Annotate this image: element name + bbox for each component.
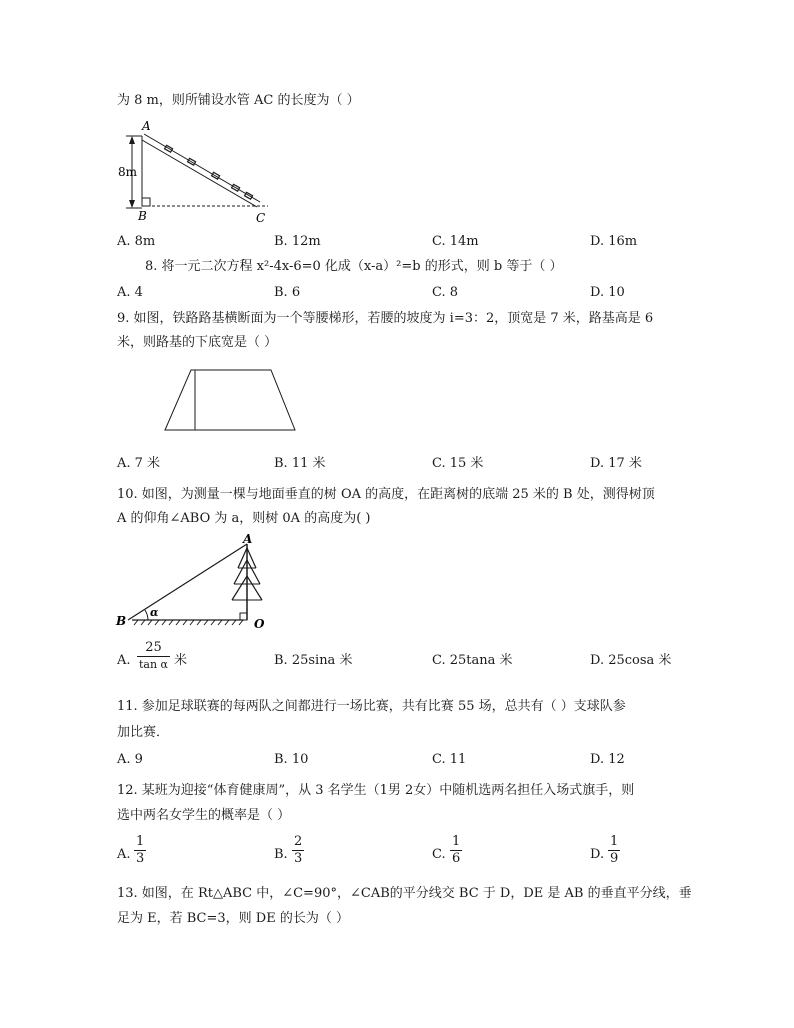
q8-option-d: D. 10 xyxy=(590,285,625,300)
q13-stem-line2: 足为 E，若 BC=3，则 DE 的长为（ ） xyxy=(117,911,349,926)
q12-option-b-denominator: 3 xyxy=(294,851,303,866)
q7-option-b: B. 12m xyxy=(274,234,321,249)
q9-trapezoid-figure xyxy=(163,368,303,434)
q10-option-d: D. 25cosa 米 xyxy=(590,653,672,668)
q7-label-b: B xyxy=(138,209,147,223)
q8-option-b: B. 6 xyxy=(274,285,301,300)
q11-stem-line1: 11. 参加足球联赛的每两队之间都进行一场比赛，共有比赛 55 场，总共有（ ）支球队参 xyxy=(117,699,626,714)
q8-stem: 8. 将一元二次方程 x²-4x-6=0 化成（x-a）²=b 的形式，则 b 等于（ ） xyxy=(145,259,563,274)
q11-option-a: A. 9 xyxy=(117,752,143,767)
q11-stem-line2: 加比赛． xyxy=(117,725,170,740)
q10-label-angle: α xyxy=(150,606,159,619)
q9-option-c: C. 15 米 xyxy=(432,456,484,471)
q12-option-b-fraction xyxy=(292,834,304,867)
q9-stem-line2: 米，则路基的下底宽是（ ） xyxy=(117,335,278,350)
q10-tree-figure xyxy=(112,534,272,630)
q12-option-c-denominator: 6 xyxy=(452,851,461,866)
q7-label-height: 8m xyxy=(118,165,138,179)
q12-option-d-numerator: 1 xyxy=(610,834,619,849)
q7-stem-tail: 为 8 m，则所铺设水管 AC 的长度为（ ） xyxy=(117,93,360,108)
q7-label-a: A xyxy=(142,119,151,133)
q12-option-d-label: D. xyxy=(590,847,605,862)
q10-label-a: A xyxy=(243,534,253,546)
q12-option-c-fraction xyxy=(450,834,462,867)
q12-stem-line2: 选中两名女学生的概率是（ ） xyxy=(117,808,291,823)
q12-option-d-fraction xyxy=(608,834,620,867)
q12-option-a-label: A. xyxy=(117,847,131,862)
q8-option-a: A. 4 xyxy=(117,285,143,300)
q7-pipe-figure xyxy=(112,116,272,226)
q9-stem-line1: 9. 如图，铁路路基横断面为一个等腰梯形，若腰的坡度为 i=3：2，顶宽是 7 米，路基高是 6 xyxy=(117,311,654,326)
q12-option-c-numerator: 1 xyxy=(452,834,461,849)
q10-option-b: B. 25sina 米 xyxy=(274,653,353,668)
q9-option-a: A. 7 米 xyxy=(117,456,161,471)
q13-stem-line1: 13. 如图，在 Rt△ABC 中，∠C=90°，∠CAB的平分线交 BC 于 D，DE 是 AB 的垂直平分线，垂 xyxy=(117,886,692,901)
q7-label-c: C xyxy=(256,211,266,225)
q8-option-c: C. 8 xyxy=(432,285,459,300)
q12-option-a-numerator: 1 xyxy=(136,834,145,849)
q7-option-a: A. 8m xyxy=(117,234,156,249)
q7-option-c: C. 14m xyxy=(432,234,479,249)
q11-option-d: D. 12 xyxy=(590,752,625,767)
q10-option-c: C. 25tana 米 xyxy=(432,653,513,668)
q12-option-d-denominator: 9 xyxy=(610,851,619,866)
q10-stem-line1: 10. 如图，为测量一棵与地面垂直的树 OA 的高度，在距离树的底端 25 米的 B 处，测得树顶 xyxy=(117,487,655,502)
q10-option-a-numerator: 25 xyxy=(145,640,162,655)
q12-stem-line1: 12. 某班为迎接“体育健康周”，从 3 名学生（1男 2女）中随机选两名担任入场式旗手，则 xyxy=(117,783,635,798)
q11-option-b: B. 10 xyxy=(274,752,309,767)
q10-stem-line2: A 的仰角∠ABO 为 a，则树 0A 的高度为( ) xyxy=(117,511,371,526)
q10-option-a-denominator: tan α xyxy=(139,658,168,671)
q10-option-a-fraction xyxy=(137,640,170,673)
q11-option-c: C. 11 xyxy=(432,752,467,767)
q10-option-a-unit: 米 xyxy=(174,653,188,668)
q12-option-c-label: C. xyxy=(432,847,446,862)
q12-option-a-denominator: 3 xyxy=(136,851,145,866)
q10-label-o: O xyxy=(254,617,265,630)
q10-option-a-label: A. xyxy=(117,653,131,668)
q9-option-d: D. 17 米 xyxy=(590,456,642,471)
q9-option-b: B. 11 米 xyxy=(274,456,326,471)
q12-option-b-label: B. xyxy=(274,847,288,862)
q12-option-b-numerator: 2 xyxy=(294,834,303,849)
q10-label-b: B xyxy=(116,614,127,628)
q12-option-a-fraction xyxy=(134,834,146,867)
q7-option-d: D. 16m xyxy=(590,234,638,249)
